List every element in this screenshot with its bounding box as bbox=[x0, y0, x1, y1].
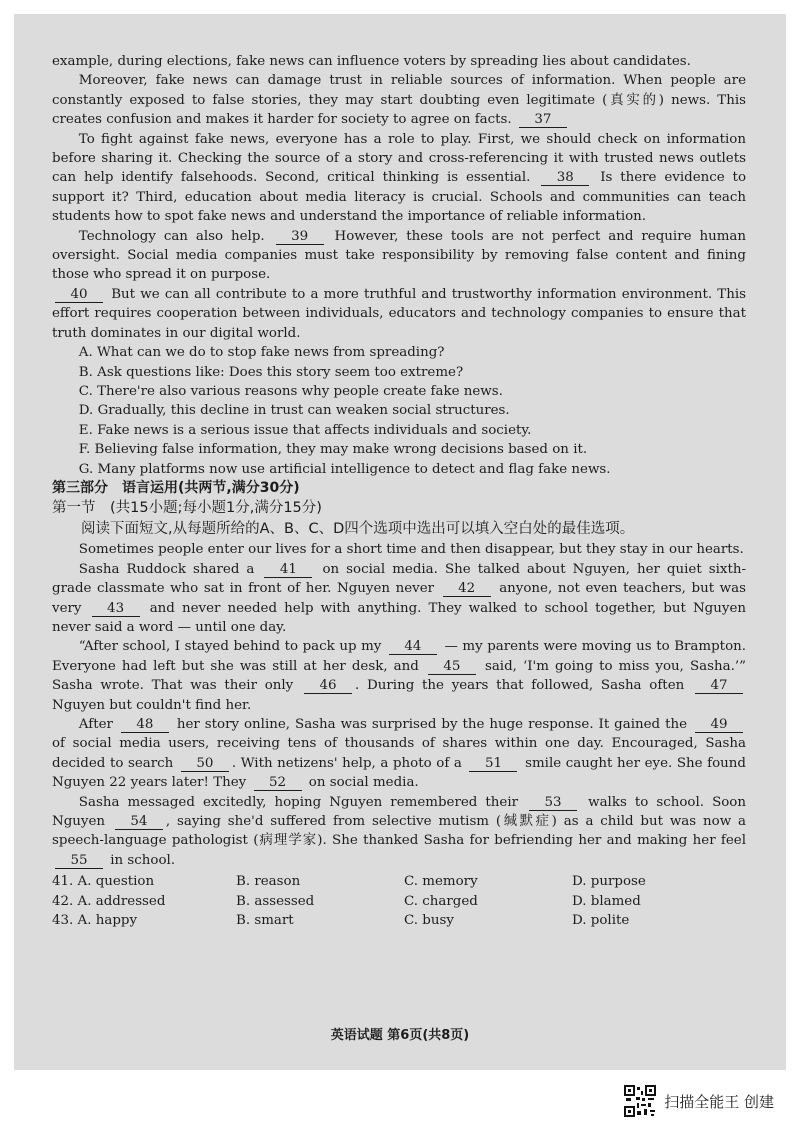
blank-54: 54 bbox=[115, 814, 163, 830]
option-a: A. What can we do to stop fake news from spreading? bbox=[78, 345, 445, 361]
scanner-label: 扫描全能王 创建 bbox=[664, 1092, 774, 1111]
blank-47: 47 bbox=[695, 678, 743, 694]
option-list bbox=[52, 343, 746, 479]
blank-46: 46 bbox=[304, 678, 352, 694]
page-footer: 英语试题 第6页(共8页) bbox=[330, 1028, 470, 1043]
option-f: F. Believing false information, they may make wrong decisions based on it. bbox=[78, 442, 588, 458]
option-d: D. Gradually, this decline in trust can weaken social structures. bbox=[78, 403, 510, 419]
answer-row-43: 43. A. happy B. smart C. busy D. polite bbox=[52, 913, 630, 929]
part-heading: 第三部分 语言运用(共两节,满分30分) bbox=[52, 479, 300, 496]
passage-line: example, during elections, fake news can influence voters by spreading lies about candidates. bbox=[52, 54, 691, 69]
blank-42: 42 bbox=[443, 581, 491, 597]
blank-53: 53 bbox=[529, 795, 577, 811]
cloze-paragraph: “After school, I stayed behind to pack up my 44 — my parents were moving us to Brampton. Everyone had left but she was still at her desk, and 45 said, ‘I'm going to miss you, Sasha.’” Sasha wrote. That was their only 46 . During the years that followed, Sasha often 47 Nguyen but couldn't find her. bbox=[52, 639, 747, 713]
blank-48: 48 bbox=[121, 717, 169, 733]
blank-40: 40 bbox=[55, 287, 103, 303]
blank-41: 41 bbox=[264, 562, 312, 578]
answer-choices bbox=[52, 872, 746, 930]
blank-52: 52 bbox=[254, 775, 302, 791]
cloze-paragraph: Sasha Ruddock shared a 41 on social media. She talked about Nguyen, her quiet sixth-grade classmate who sat in front of her. Nguyen never 42 anyone, not even teachers, but was very 43 and never needed help with anything. They walked to school together, but Nguyen never said a word — until one day. bbox=[52, 561, 746, 635]
cloze-paragraph: Sasha messaged excitedly, hoping Nguyen remembered their 53 walks to school. Soon Nguyen 54 , saying she'd suffered from selective mutism (缄默症) as a child but was now a speech-language pathologist (病理学家). She thanked Sasha for befriending her and making her feel 55 in school. bbox=[52, 794, 746, 868]
blank-45: 45 bbox=[428, 659, 476, 675]
option-g: G. Many platforms now use artificial intelligence to detect and flag fake news. bbox=[78, 461, 611, 477]
cloze-paragraph: After 48 her story online, Sasha was surprised by the huge response. It gained the 49 of social media users, receiving tens of thousands of shares within one day. Encouraged, Sasha decided to search 50 . With netizens' help, a photo of a 51 smile caught her eye. She found Nguyen 22 years later! They 52 on social media. bbox=[52, 717, 747, 791]
option-e: E. Fake news is a serious issue that affects individuals and society. bbox=[78, 422, 532, 438]
blank-43: 43 bbox=[92, 601, 140, 617]
cloze-paragraph: Sometimes people enter our lives for a short time and then disappear, but they stay in our hearts. bbox=[78, 542, 744, 558]
section-instruction: 阅读下面短文,从每题所给的A、B、C、D四个选项中选出可以填入空白处的最佳选项。 bbox=[81, 521, 635, 538]
answer-row-41: 41. A. question B. reason C. memory D. purpose bbox=[52, 874, 646, 890]
option-b: B. Ask questions like: Does this story seem too extreme? bbox=[78, 364, 464, 380]
blank-55: 55 bbox=[55, 853, 103, 869]
page-content bbox=[52, 52, 746, 930]
passage-paragraph: Technology can also help. 39 However, these tools are not perfect and require human oversight. Social media companies must take responsibility by removing false content and fining those who spread it on purpose. bbox=[52, 228, 747, 283]
passage-paragraph: To fight against fake news, everyone has a role to play. First, we should check on information before sharing it. Checking the source of a story and cross-referencing it with trusted news outlets can help identify falsehoods. Second, critical thinking is essential. 38 Is there evidence to support it? Third, education about media literacy is crucial. Schools and communities can teach students how to spot fake news and understand the importance of reliable information. bbox=[52, 131, 747, 225]
qr-code-icon bbox=[624, 1085, 656, 1117]
section-heading: 第一节 (共15小题;每小题1分,满分15分) bbox=[52, 500, 322, 517]
exam-page bbox=[14, 14, 786, 1070]
blank-50: 50 bbox=[181, 756, 229, 772]
scanner-watermark bbox=[624, 1084, 774, 1118]
blank-37: 37 bbox=[519, 112, 567, 128]
blank-39: 39 bbox=[276, 229, 324, 245]
blank-51: 51 bbox=[469, 756, 517, 772]
blank-44: 44 bbox=[389, 639, 437, 655]
passage-paragraph: Moreover, fake news can damage trust in reliable sources of information. When people are constantly exposed to false stories, they may start doubting even legitimate (真实的) news. This creates confusion and makes it harder for society to agree on facts. 37 bbox=[52, 73, 746, 128]
blank-38: 38 bbox=[541, 170, 589, 186]
answer-row-42: 42. A. addressed B. assessed C. charged D. blamed bbox=[52, 893, 641, 909]
option-c: C. There're also various reasons why people create fake news. bbox=[78, 383, 503, 399]
blank-49: 49 bbox=[695, 717, 743, 733]
passage-paragraph: 40 But we can all contribute to a more truthful and trustworthy information environment. This effort requires cooperation between individuals, educators and technology companies to ensure that truth dominates in our digital world. bbox=[52, 286, 746, 341]
